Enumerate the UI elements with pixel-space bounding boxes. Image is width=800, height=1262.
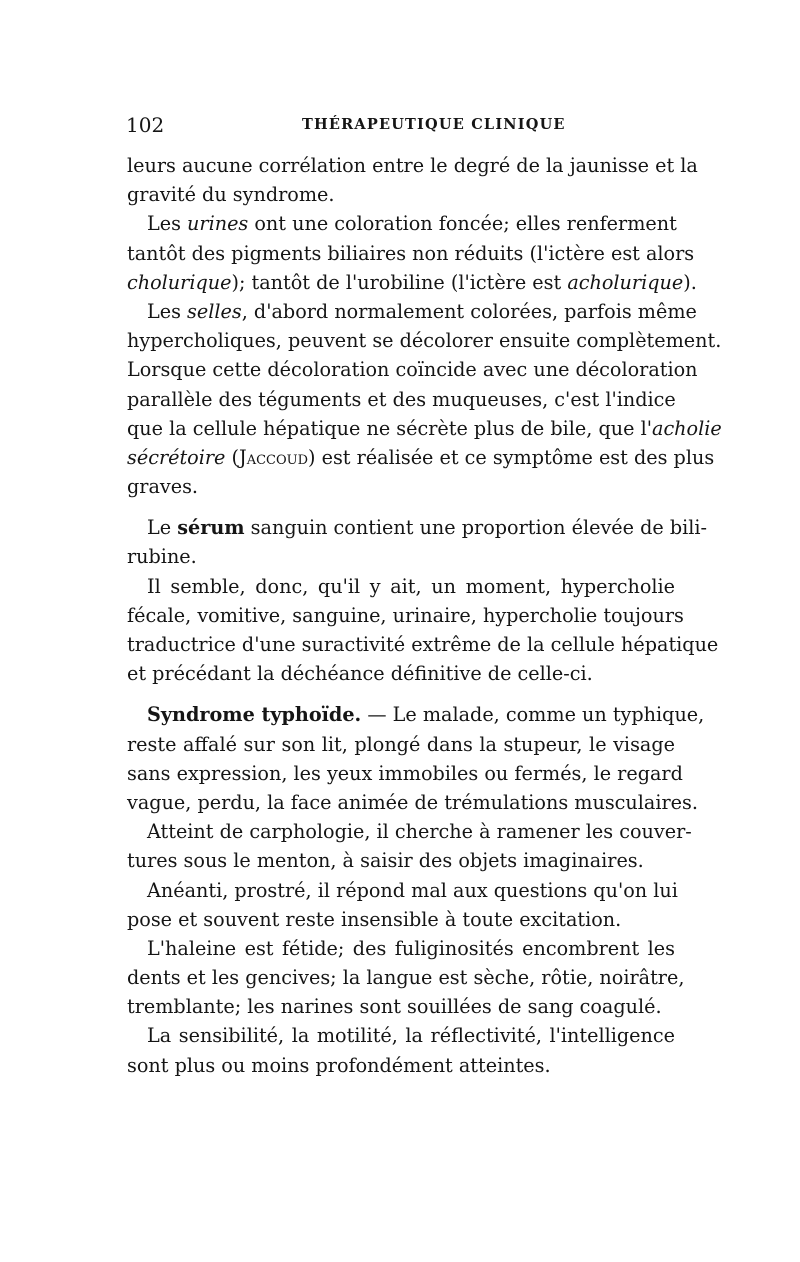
text-line: Les selles, d'abord normalement colorées, parfois même	[147, 299, 697, 323]
running-title: THÉRAPEUTIQUE CLINIQUE	[302, 116, 566, 133]
section-heading-line: Syndrome typhoïde. — Le malade, comme un typhique,	[147, 703, 705, 727]
text-line: fécale, vomitive, sanguine, urinaire, hypercholie toujours	[127, 603, 684, 627]
text-line: Il semble, donc, qu'il y ait, un moment, hypercholie	[147, 574, 675, 598]
text-line: reste affalé sur son lit, plongé dans la stupeur, le visage	[127, 732, 675, 756]
page-number: 102	[126, 113, 165, 137]
text-line: cholurique); tantôt de l'urobiline (l'ictère est acholurique).	[127, 270, 697, 294]
text-line: rubine.	[127, 545, 197, 569]
text-line: traductrice d'une suractivité extrême de la cellule hépatique	[127, 633, 719, 656]
text-line: tures sous le menton, à saisir des objets imaginaires.	[127, 849, 644, 873]
text-line: dents et les gencives; la langue est sèche, rôtie, noirâtre,	[127, 966, 685, 990]
text-line: gravité du syndrome.	[127, 183, 335, 207]
text-line: sécrétoire (Jaccoud) est réalisée et ce symptôme est des plus	[127, 445, 715, 469]
body-text	[127, 151, 722, 1080]
text-line: Les urines ont une coloration foncée; elles renferment	[147, 212, 677, 236]
text-line: tantôt des pigments biliaires non réduits (l'ictère est alors	[127, 241, 695, 265]
text-line: Anéanti, prostré, il répond mal aux questions qu'on lui	[147, 878, 678, 902]
text-line: graves.	[127, 475, 199, 499]
text-line: vague, perdu, la face animée de trémulations musculaires.	[127, 790, 698, 814]
text-line: La sensibilité, la motilité, la réflectivité, l'intelligence	[147, 1024, 675, 1048]
text-line: que la cellule hépatique ne sécrète plus de bile, que l'acholie	[127, 416, 722, 440]
text-line: parallèle des téguments et des muqueuses, c'est l'indice	[127, 387, 676, 411]
text-line: pose et souvent reste insensible à toute excitation.	[127, 907, 622, 931]
text-line: Lorsque cette décoloration coïncide avec une décoloration	[127, 358, 698, 382]
text-line: sont plus ou moins profondément atteintes.	[127, 1053, 551, 1077]
text-line: et précédant la déchéance définitive de celle-ci.	[127, 662, 593, 686]
text-line: Atteint de carphologie, il cherche à ramener les couver-	[147, 820, 692, 844]
text-line: hypercholiques, peuvent se décolorer ensuite complètement.	[127, 329, 722, 353]
text-line: sans expression, les yeux immobiles ou fermés, le regard	[127, 761, 683, 785]
text-line: Le sérum sanguin contient une proportion élevée de bili-	[147, 516, 708, 540]
text-line: leurs aucune corrélation entre le degré de la jaunisse et la	[127, 154, 698, 177]
page-header	[126, 113, 678, 143]
text-line: L'haleine est fétide; des fuliginosités encombrent les	[147, 936, 675, 960]
text-line: tremblante; les narines sont souillées de sang coagulé.	[127, 995, 662, 1019]
